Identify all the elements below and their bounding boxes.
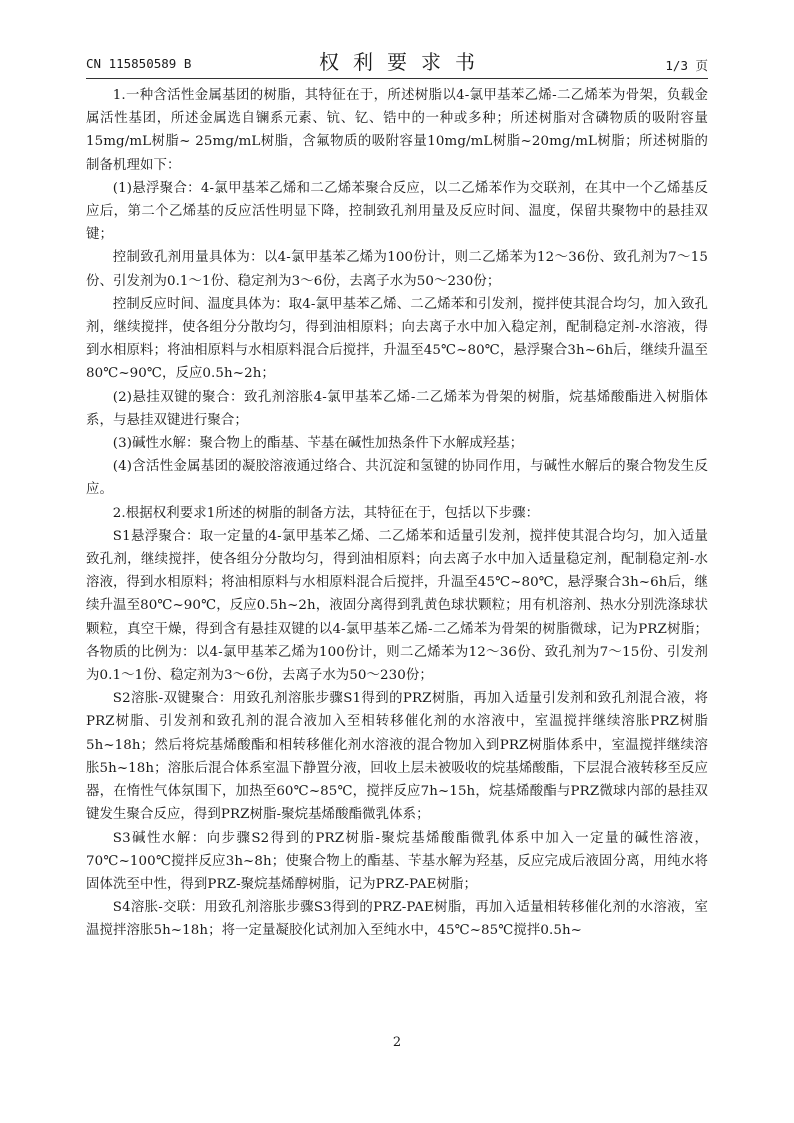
header-divider: [86, 78, 708, 79]
claim-2-s4: S4溶胀-交联：用致孔剂溶胀步骤S3得到的PRZ-PAE树脂，再加入适量相转移催化剂的水溶液，室温搅拌溶胀5h~18h；将一定量凝胶化试剂加入至纯水中，45℃~85℃搅拌0.5h~: [86, 900, 708, 939]
claim-1-step-1: (1)悬浮聚合：4-氯甲基苯乙烯和二乙烯苯聚合反应，以二乙烯苯作为交联剂，在其中一个乙烯基反应后，第二个乙烯基的反应活性明显下降，控制致孔剂用量及反应时间、温度，保留共聚物中的悬挂双键；: [86, 180, 708, 243]
claims-body: [86, 84, 708, 943]
claim-2-s2: S2溶胀-双键聚合：用致孔剂溶胀步骤S1得到的PRZ树脂，再加入适量引发剂和致孔剂混合液，将PRZ树脂、引发剂和致孔剂的混合液加入至相转移催化剂的水溶液中，室温搅拌继续溶胀PRZ树脂5h~18h；然后将烷基烯酸酯和相转移催化剂水溶液的混合物加入到PRZ树脂体系中，室温搅拌继续溶胀5h~18h；溶胀后混合体系室温下静置分液，回收上层未被吸收的烷基烯酸酯，下层混合液转移至反应器，在惰性气体氛围下，加热至60℃~85℃，搅拌反应7h~15h，烷基烯酸酯与PRZ微球内部的悬挂双键发生聚合反应，得到PRZ树脂-聚烷基烯酸酯微乳体系；: [86, 691, 708, 823]
page-number: 2: [392, 1035, 402, 1050]
claim-2-intro: 2.根据权利要求1所述的树脂的制备方法，其特征在于，包括以下步骤：: [112, 505, 540, 521]
claim-1-porogen-amount: 控制致孔剂用量具体为：以4-氯甲基苯乙烯为100份计，则二乙烯苯为12～36份、致孔剂为7～15份、引发剂为0.1～1份、稳定剂为3～6份，去离子水为50～230份；: [86, 250, 708, 289]
claim-1-intro: 1.一种含活性金属基团的树脂，其特征在于，所述树脂以4-氯甲基苯乙烯-二乙烯苯为骨架，负载金属活性基团，所述金属选自镧系元素、钪、钇、锆中的一种或多种；所述树脂对含磷物质的吸附容量15mg/mL树脂~ 25mg/mL树脂，含氟物质的吸附容量10mg/mL树脂~20mg/mL树脂；所述树脂的制备机理如下：: [86, 88, 708, 173]
patent-number: CN 115850589 B: [86, 56, 192, 71]
claim-1-step-2: (2)悬挂双键的聚合：致孔剂溶胀4-氯甲基苯乙烯-二乙烯苯为骨架的树脂，烷基烯酸酯进入树脂体系，与悬挂双键进行聚合；: [86, 389, 708, 428]
claim-1-step-3: (3)碱性水解：聚合物上的酯基、苄基在碱性加热条件下水解成羟基；: [112, 436, 524, 452]
claim-2-s3: S3碱性水解：向步骤S2得到的PRZ树脂-聚烷基烯酸酯微乳体系中加入一定量的碱性溶液，70℃~100℃搅拌反应3h~8h；使聚合物上的酯基、苄基水解为羟基，反应完成后液固分离，用纯水将固体洗至中性，得到PRZ-聚烷基烯醇树脂，记为PRZ-PAE树脂；: [86, 830, 708, 892]
claim-2-s1: S1悬浮聚合：取一定量的4-氯甲基苯乙烯、二乙烯苯和适量引发剂，搅拌使其混合均匀，加入适量致孔剂，继续搅拌，使各组分分散均匀，得到油相原料；向去离子水中加入适量稳定剂，配制稳定剂-水溶液，得到水相原料；将油相原料与水相原料混合后搅拌，升温至45℃~80℃，悬浮聚合3h~6h后，继续升温至80℃~90℃，反应0.5h~2h，液固分离得到乳黄色球状颗粒；用有机溶剂、热水分别洗涤球状颗粒，真空干燥，得到含有悬挂双键的以4-氯甲基苯乙烯-二乙烯苯为骨架的树脂微球，记为PRZ树脂；各物质的比例为：以4-氯甲基苯乙烯为100份计，则二乙烯苯为12～36份、致孔剂为7～15份、引发剂为0.1～1份、稳定剂为3～6份，去离子水为50～230份；: [86, 528, 708, 684]
claim-1-step-4: (4)含活性金属基团的凝胶溶液通过络合、共沉淀和氢键的协同作用，与碱性水解后的聚合物发生反应。: [86, 459, 708, 498]
document-title: 权利要求书: [319, 50, 489, 74]
claim-1-reaction-conditions: 控制反应时间、温度具体为：取4-氯甲基苯乙烯、二乙烯苯和引发剂，搅拌使其混合均匀，加入致孔剂，继续搅拌，使各组分分散均匀，得到油相原料；向去离子水中加入稳定剂，配制稳定剂-水溶液，得到水相原料；将油相原料与水相原料混合后搅拌，升温至45℃~80℃，悬浮聚合3h~6h后，继续升温至80℃~90℃，反应0.5h~2h；: [86, 296, 708, 382]
page-header: [86, 40, 708, 78]
page-indicator: 1/3 页: [665, 58, 708, 73]
